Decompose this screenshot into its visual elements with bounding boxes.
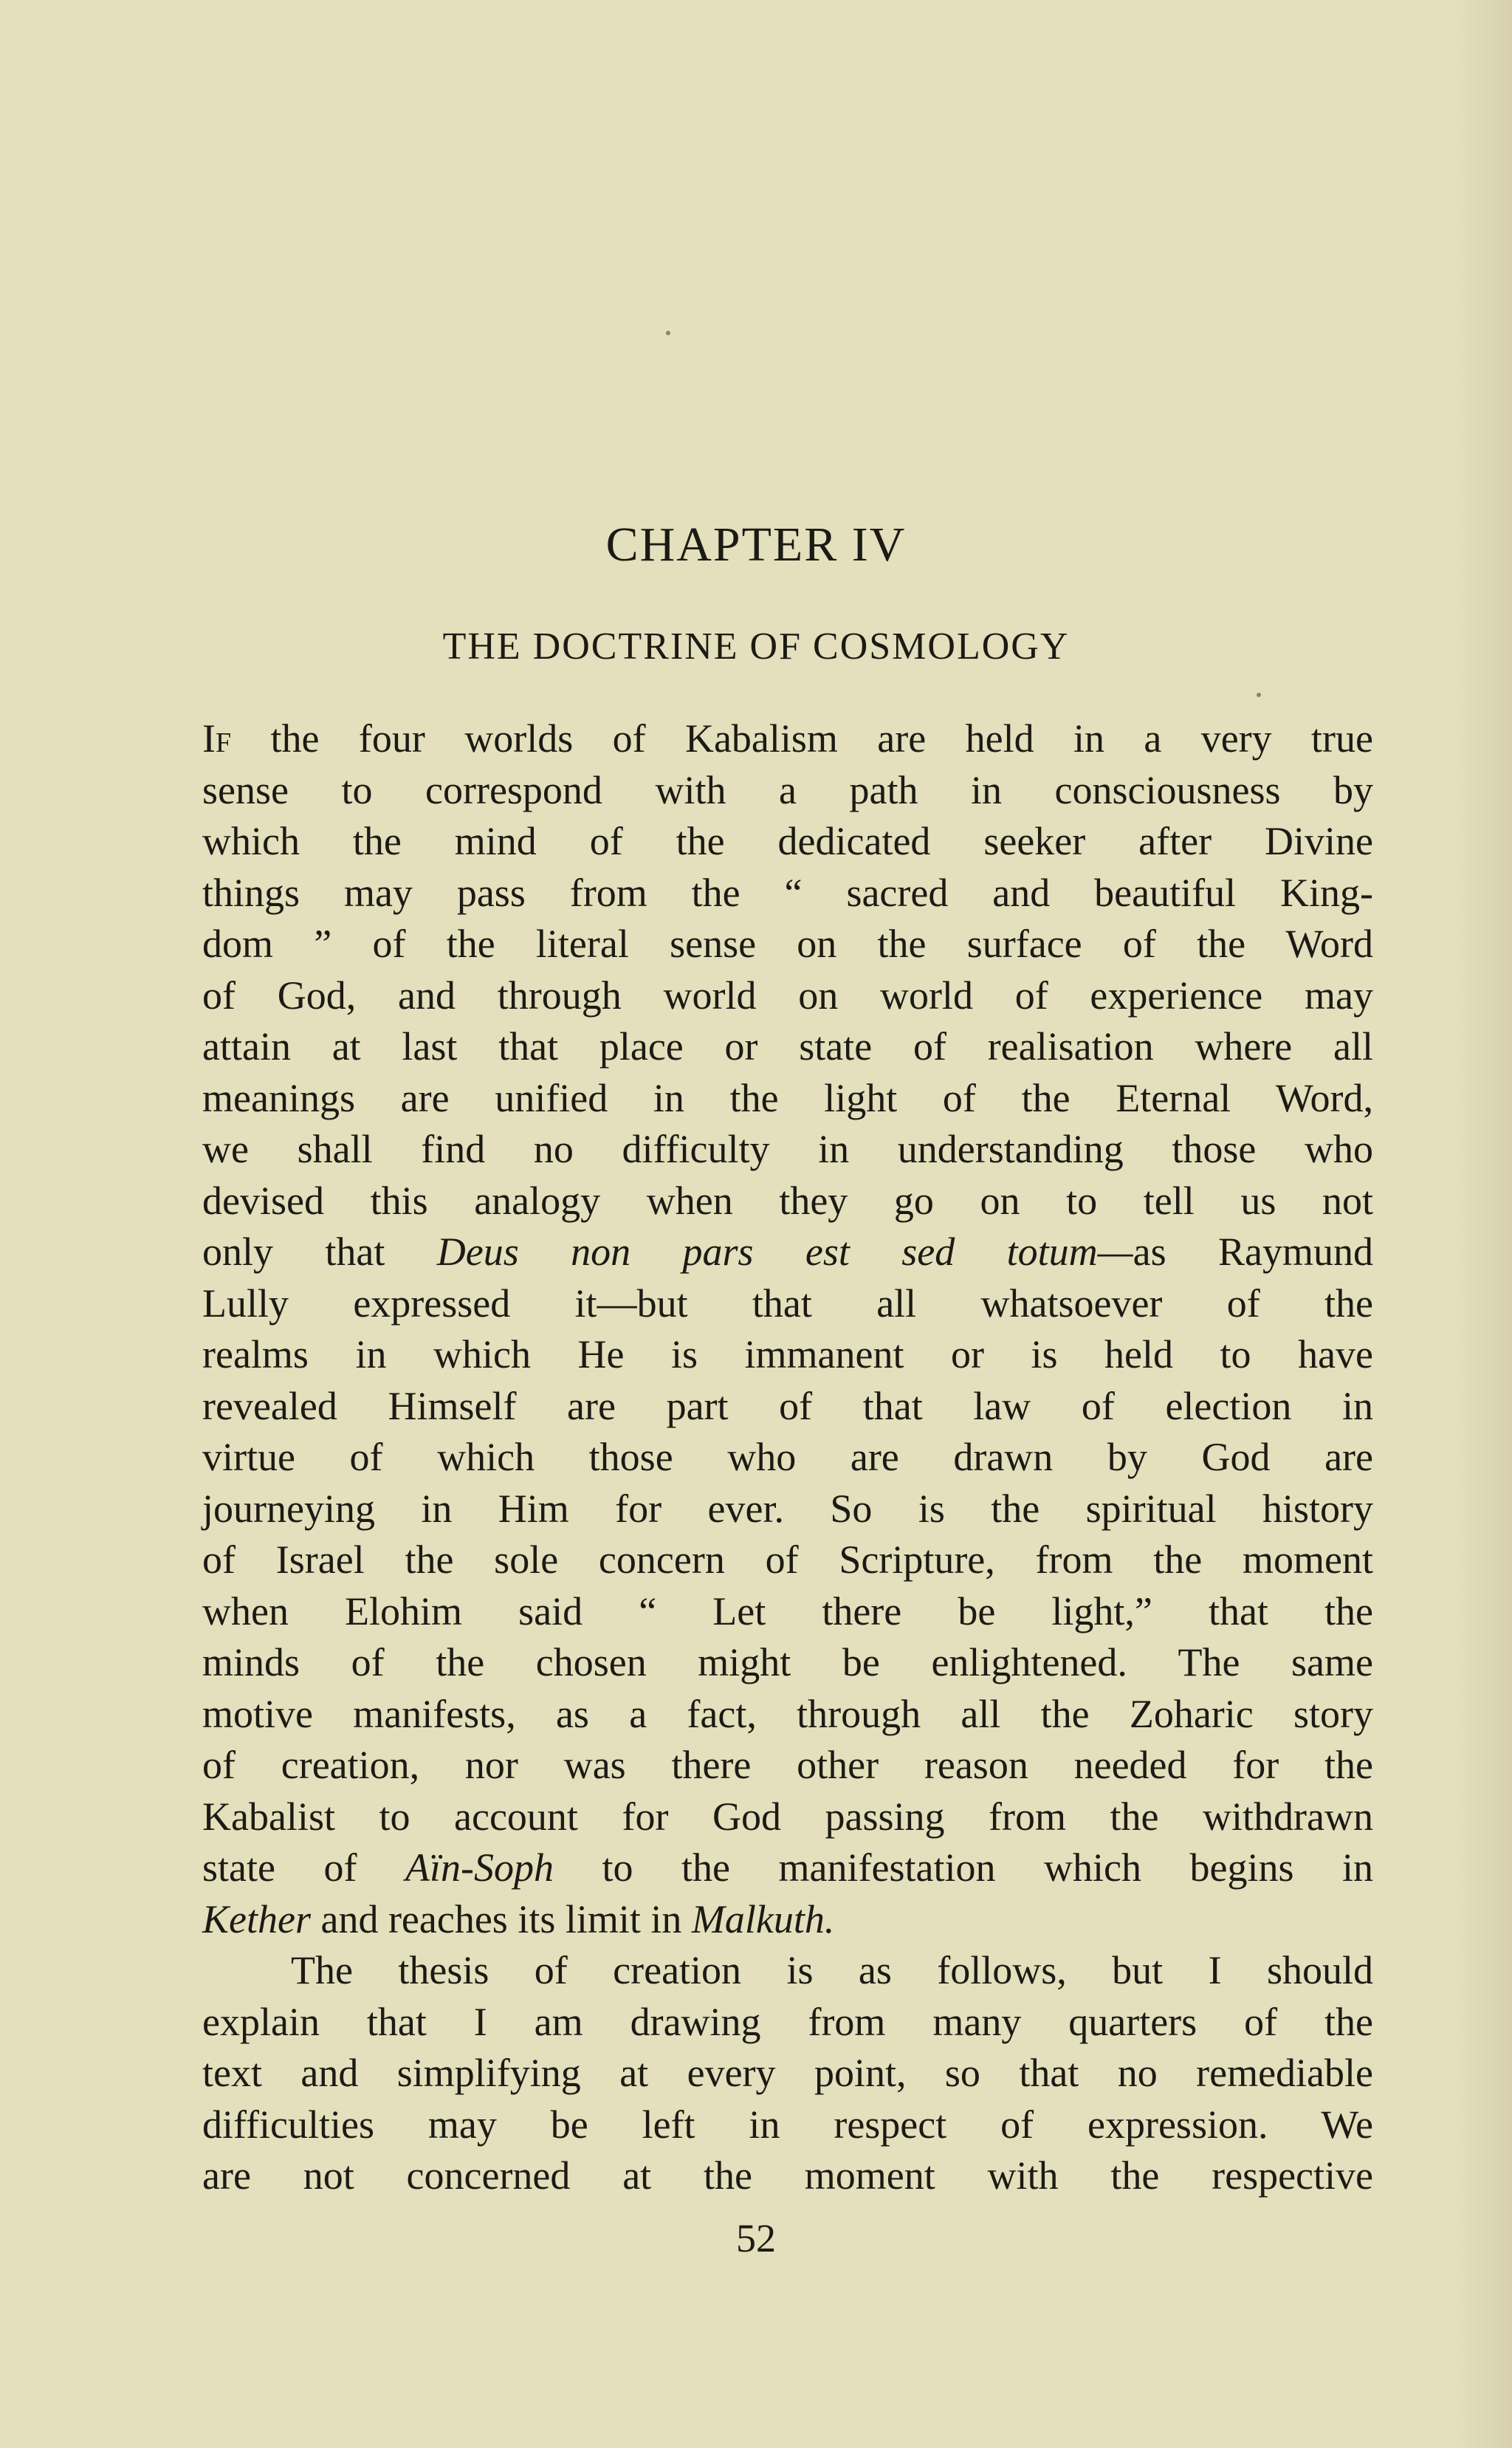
paper-speck: [1257, 693, 1261, 697]
text-line: explain that I am drawing from many quarters of the: [202, 1999, 1373, 2044]
text-line: Lully expressed it—but that all whatsoever of the: [202, 1280, 1373, 1326]
text-line: which the mind of the dedicated seeker after Divine: [202, 819, 1373, 863]
text-line: revealed Himself are part of that law of election in: [202, 1383, 1373, 1428]
text-line: of God, and through world on world of experience may: [202, 973, 1373, 1018]
page-number: 52: [736, 2216, 776, 2260]
text-line: journeying in Him for ever. So is the spiritual history: [202, 1486, 1373, 1531]
text-line: Kabalist to account for God passing from the withdrawn: [202, 1794, 1373, 1839]
text-line: of creation, nor was there other reason needed for the: [202, 1743, 1373, 1787]
term-kether: Kether: [202, 1896, 311, 1941]
drop-word: If: [202, 716, 232, 761]
text-line: devised this analogy when they go on to tell us not: [202, 1178, 1373, 1223]
chapter-title: THE DOCTRINE OF COSMOLOGY: [442, 625, 1070, 668]
text-line: of Israel the sole concern of Scripture, from the moment: [202, 1537, 1373, 1582]
paper-speck: [666, 331, 670, 335]
body-text: [202, 713, 1373, 2202]
text-line: attain at last that place or state of realisation where all: [202, 1024, 1373, 1069]
term-malkuth: Malkuth.: [691, 1896, 835, 1941]
text-line: things may pass from the “ sacred and beautiful King-: [202, 870, 1373, 915]
text-line: meanings are unified in the light of the Eternal Word,: [202, 1075, 1373, 1120]
text-line: we shall find no difficulty in understanding those who: [202, 1127, 1373, 1171]
text-line: If the four worlds of Kabalism are held in a very true: [202, 716, 1373, 761]
chapter-heading: CHAPTER IV: [605, 518, 907, 572]
text-line: motive manifests, as a fact, through all the Zoharic story: [202, 1691, 1373, 1736]
text-line: when Elohim said “ Let there be light,” that the: [202, 1588, 1373, 1633]
text-line: The thesis of creation is as follows, but I should: [291, 1948, 1373, 1992]
text-line: Kether and reaches its limit in Malkuth.: [202, 1896, 835, 1941]
term-ain-soph: Aïn-Soph: [405, 1845, 554, 1890]
text-line: difficulties may be left in respect of expression. We: [202, 2102, 1373, 2147]
text-line: realms in which He is immanent or is held to have: [202, 1332, 1373, 1376]
text-line: text and simplifying at every point, so that no remediable: [202, 2051, 1373, 2095]
text-line: virtue of which those who are drawn by God are: [202, 1435, 1373, 1479]
latin-phrase: Deus non pars est sed totum—: [436, 1230, 1133, 1274]
text-line: sense to correspond with a path in consciousness by: [202, 767, 1373, 812]
text-line: only that Deus non pars est sed totum—as Raymund: [202, 1230, 1373, 1274]
text-line: dom ” of the literal sense on the surface of the Word: [202, 922, 1373, 966]
page-edge-shadow: [1453, 0, 1512, 2448]
text-line: are not concerned at the moment with the respective: [202, 2153, 1373, 2198]
text-line: minds of the chosen might be enlightened. The same: [202, 1640, 1373, 1684]
text-line: state of Aïn-Soph to the manifestation which begins in: [202, 1845, 1373, 1890]
